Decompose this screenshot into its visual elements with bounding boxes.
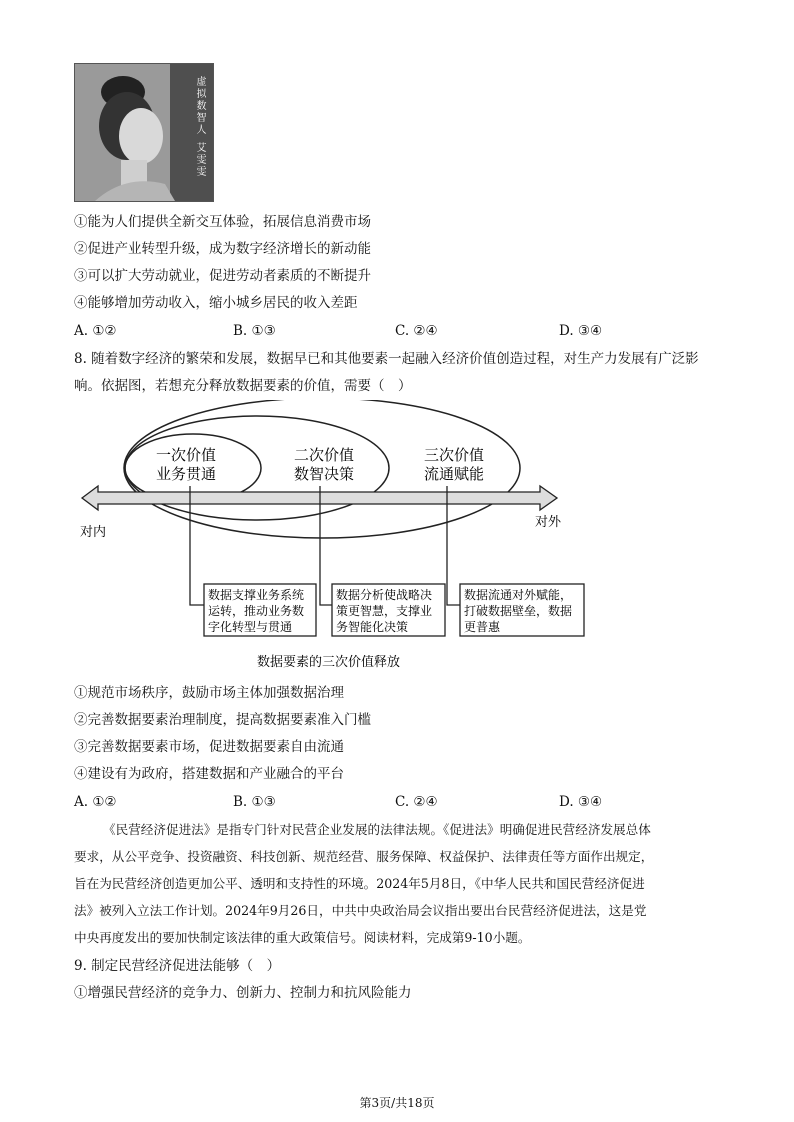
q7-option-c[interactable]: C. ②④ <box>395 323 438 339</box>
material-line-1: 《民营经济促进法》是指专门针对民营企业发展的法律法规。《促进法》明确促进民营经济发展总体 <box>103 822 651 837</box>
box3-line1: 数据流通对外赋能， <box>464 588 573 602</box>
q8-option-d[interactable]: D. ③④ <box>559 794 603 810</box>
q8-item-2: ②完善数据要素治理制度，提高数据要素准入门槛 <box>74 712 371 728</box>
q7-option-b[interactable]: B. ①③ <box>233 323 276 339</box>
v3-line1: 三次价值 <box>424 446 485 464</box>
v1-line2: 业务贯通 <box>156 465 217 483</box>
q9-stem: 9. 制定民营经济促进法能够（ ） <box>74 958 281 974</box>
value-release-diagram <box>70 400 670 675</box>
q7-option-d[interactable]: D. ③④ <box>559 323 603 339</box>
q9-item-1: ①增强民营经济的竞争力、创新力、控制力和抗风险能力 <box>74 985 412 1001</box>
v2-line2: 数智决策 <box>294 465 355 483</box>
v1-line1: 一次价值 <box>156 446 217 464</box>
q7-item-2: ②促进产业转型升级，成为数字经济增长的新动能 <box>74 241 371 257</box>
q8-option-a[interactable]: A. ①② <box>74 794 117 810</box>
photo-caption-1: 虚拟数智人 <box>194 76 205 136</box>
virtual-human-photo <box>74 63 214 202</box>
q8-item-1: ①规范市场秩序，鼓励市场主体加强数据治理 <box>74 685 344 701</box>
box2-line3: 务智能化决策 <box>336 620 409 634</box>
box3-line2: 打破数据壁垒，数据 <box>464 604 573 618</box>
v2-line1: 二次价值 <box>294 446 355 464</box>
material-line-2: 要求，从公平竞争、投资融资、科技创新、规范经营、服务保障、权益保护、法律责任等方面作出规定， <box>74 849 654 864</box>
diagram-caption: 数据要素的三次价值释放 <box>257 655 401 670</box>
q8-stem-line2: 响。依据图，若想充分释放数据要素的价值，需要（ ） <box>74 378 412 394</box>
q8-stem-line1: 8. 随着数字经济的繁荣和发展，数据早已和其他要素一起融入经济价值创造过程，对生产力发展有广泛影 <box>74 351 699 367</box>
q7-item-3: ③可以扩大劳动就业，促进劳动者素质的不断提升 <box>74 268 371 284</box>
q7-item-1: ①能为人们提供全新交互体验，拓展信息消费市场 <box>74 214 371 230</box>
inner-label: 对内 <box>80 525 107 540</box>
page-number: 第3页/共18页 <box>359 1096 435 1110</box>
box3-line3: 更普惠 <box>464 620 501 634</box>
material-line-3: 旨在为民营经济创造更加公平、透明和支持性的环境。2024年5月8日，《中华人民共和国民营经济促进 <box>74 876 645 891</box>
v3-line2: 流通赋能 <box>424 465 485 483</box>
q8-option-c[interactable]: C. ②④ <box>395 794 438 810</box>
box1-line2: 运转，推动业务数 <box>208 604 305 618</box>
q8-item-3: ③完善数据要素市场，促进数据要素自由流通 <box>74 739 344 755</box>
material-line-5: 中央再度发出的要加快制定该法律的重大政策信号。阅读材料，完成第9-10小题。 <box>74 930 531 945</box>
outer-label: 对外 <box>535 515 562 530</box>
q7-item-4: ④能够增加劳动收入，缩小城乡居民的收入差距 <box>74 295 358 311</box>
box1-line1: 数据支撑业务系统 <box>208 588 305 602</box>
q8-option-b[interactable]: B. ①③ <box>233 794 276 810</box>
q7-option-a[interactable]: A. ①② <box>74 323 117 339</box>
photo-caption-2: 艾雯雯 <box>194 142 205 178</box>
q8-item-4: ④建设有为政府，搭建数据和产业融合的平台 <box>74 766 344 782</box>
material-line-4: 法》被列入立法工作计划。2024年9月26日，中共中央政治局会议指出要出台民营经济促进法，这是党 <box>74 903 647 918</box>
box1-line3: 字化转型与贯通 <box>208 620 293 634</box>
box2-line2: 策更智慧，支撑业 <box>336 604 433 618</box>
box2-line1: 数据分析使战略决 <box>336 588 433 602</box>
